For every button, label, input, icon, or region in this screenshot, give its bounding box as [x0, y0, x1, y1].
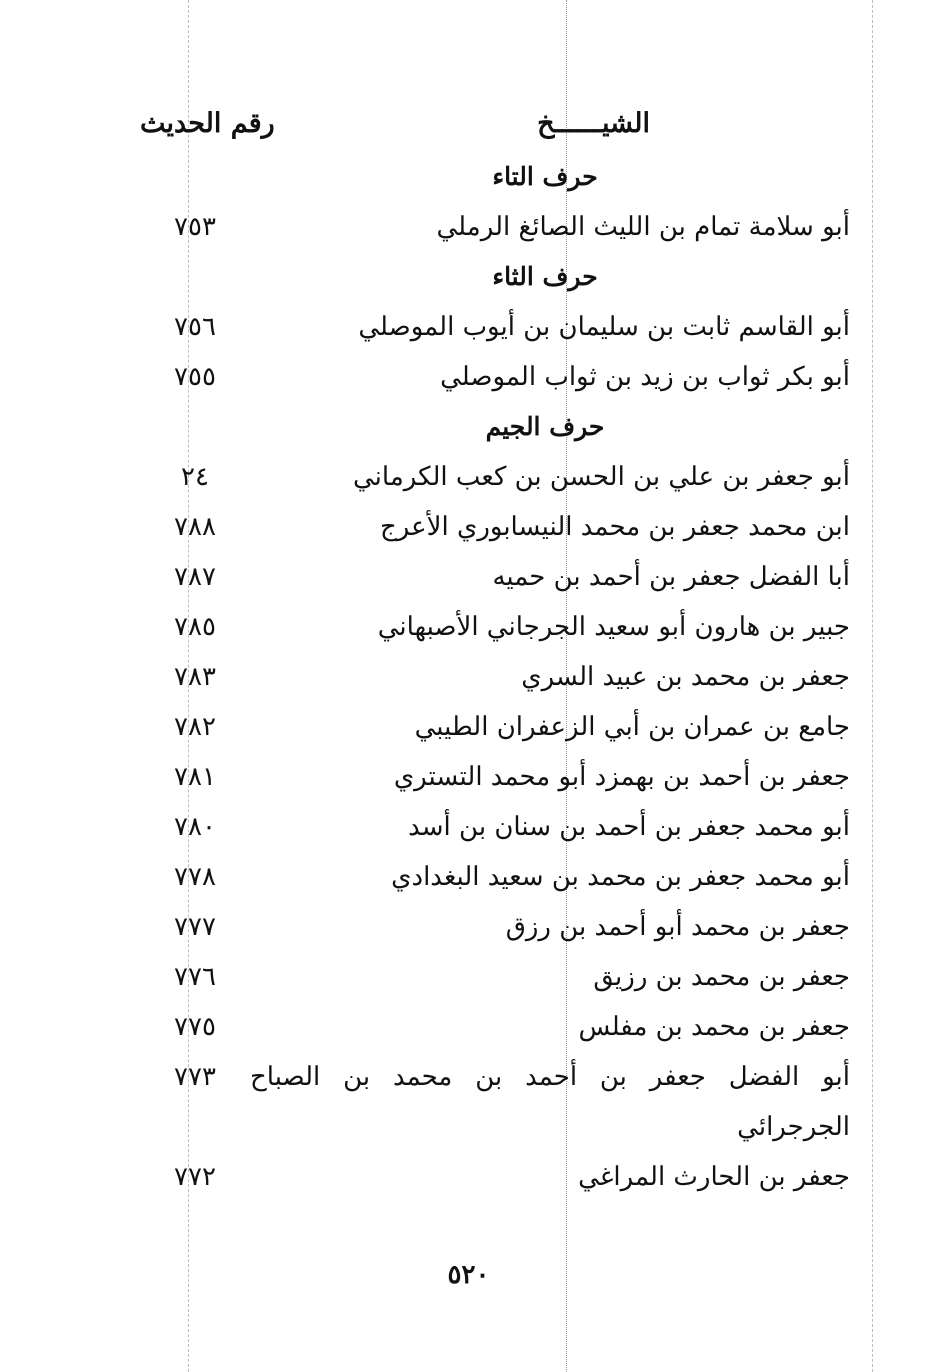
hadith-number: ٧٨٢ [174, 712, 216, 742]
sheikh-name: أبو محمد جعفر بن أحمد بن سنان بن أسد [408, 812, 850, 842]
sheikh-name: أبو جعفر بن علي بن الحسن بن كعب الكرماني [353, 462, 850, 492]
sheikh-name: جعفر بن محمد بن مفلس [578, 1012, 850, 1042]
index-entry [140, 802, 850, 852]
sheikh-name: أبو بكر ثواب بن زيد بن ثواب الموصلي [440, 362, 850, 392]
sheikh-name: جبير بن هارون أبو سعيد الجرجاني الأصبهاني [377, 612, 850, 642]
hadith-number: ٧٨٨ [174, 512, 216, 542]
hadith-number: ٧٧٦ [174, 962, 216, 992]
sheikh-name: جعفر بن الحارث المراغي [578, 1162, 850, 1192]
index-entry [140, 1002, 850, 1052]
section-title: حرف التاء [492, 162, 598, 191]
index-entry [140, 752, 850, 802]
index-entry [140, 502, 850, 552]
index-page [140, 108, 850, 1202]
hadith-number: ٢٤ [181, 462, 209, 492]
sheikh-name: أبو الفضل جعفر بن أحمد بن محمد بن الصباح الجرجرائي [250, 1062, 850, 1142]
index-entry [140, 852, 850, 902]
hadith-number: ٧٨٧ [174, 562, 216, 592]
index-entry [140, 602, 850, 652]
hadith-number: ٧٧٥ [174, 1012, 216, 1042]
hadith-number: ٧٧٢ [174, 1162, 216, 1192]
sheikh-name: جعفر بن محمد بن رزيق [593, 962, 850, 992]
sheikh-column-heading: الشيــــــخ [537, 108, 650, 139]
index-entry [140, 702, 850, 752]
sheikh-name: جعفر بن محمد بن عبيد السري [521, 662, 850, 692]
right-guide-line [872, 0, 873, 1372]
sheikh-name: أبو سلامة تمام بن الليث الصائغ الرملي [436, 212, 850, 242]
hadith-number: ٧٥٥ [174, 362, 216, 392]
index-entry [140, 202, 850, 252]
index-entry [140, 452, 850, 502]
index-entry [140, 1052, 850, 1152]
hadith-number: ٧٥٣ [174, 212, 216, 242]
index-entry [140, 652, 850, 702]
hadith-number: ٧٧٨ [174, 862, 216, 892]
hadith-number: ٧٨٠ [174, 812, 216, 842]
index-entry [140, 902, 850, 952]
sheikh-name: أبو محمد جعفر بن محمد بن سعيد البغدادي [391, 862, 850, 892]
hadith-number: ٧٧٣ [174, 1062, 216, 1092]
section-title: حرف الجيم [485, 412, 605, 441]
hadith-number: ٧٨١ [174, 762, 216, 792]
index-entry [140, 302, 850, 352]
sheikh-name: أبو القاسم ثابت بن سليمان بن أيوب الموصلي [358, 312, 850, 342]
page-number: ٥٢٠ [447, 1260, 490, 1290]
index-entry [140, 1152, 850, 1202]
hadith-number: ٧٧٧ [174, 912, 216, 942]
hadith-number: ٧٥٦ [174, 312, 216, 342]
hadith-number: ٧٨٣ [174, 662, 216, 692]
section-title: حرف الثاء [492, 262, 598, 291]
sheikh-name: جعفر بن محمد أبو أحمد بن رزق [505, 912, 850, 942]
sheikh-name: أبا الفضل جعفر بن أحمد بن حميه [492, 562, 850, 592]
hadith-number: ٧٨٥ [174, 612, 216, 642]
index-entry [140, 352, 850, 402]
sheikh-name: جعفر بن أحمد بن بهمزد أبو محمد التستري [393, 762, 850, 792]
index-entry [140, 952, 850, 1002]
column-header [140, 108, 850, 152]
sheikh-name: جامع بن عمران بن أبي الزعفران الطيبي [414, 712, 850, 742]
sheikh-name: ابن محمد جعفر بن محمد النيسابوري الأعرج [380, 512, 850, 542]
hadith-number-column-heading: رقم الحديث [140, 108, 275, 139]
index-entry [140, 552, 850, 602]
